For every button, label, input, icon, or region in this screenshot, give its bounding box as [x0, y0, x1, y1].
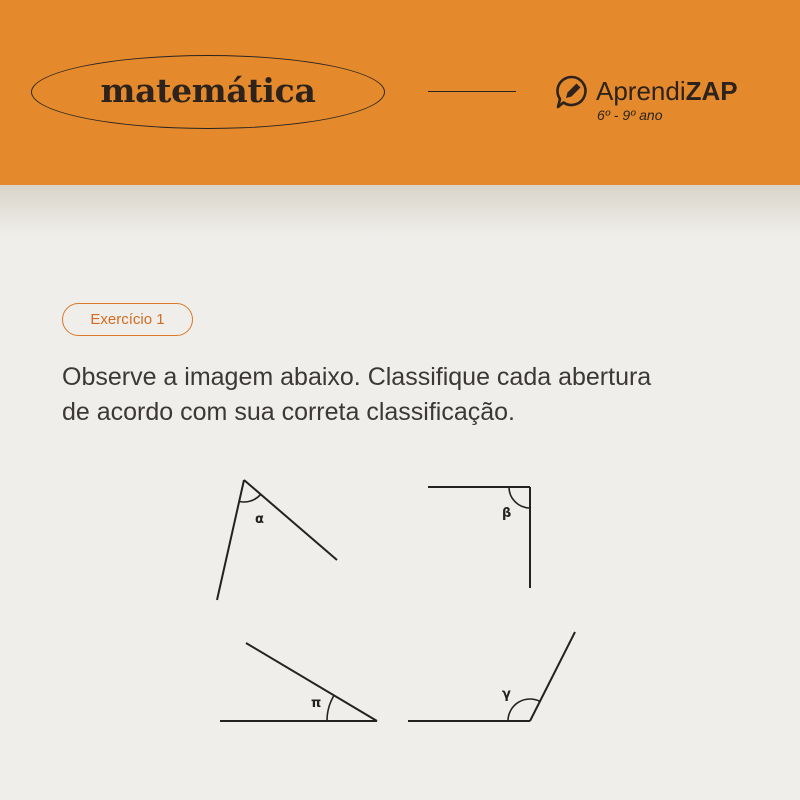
label-gamma: γ: [502, 687, 511, 702]
label-pi: π: [311, 696, 322, 711]
grade-level: 6º - 9º ano: [597, 107, 663, 123]
label-beta: β: [502, 506, 512, 521]
question-text: [62, 360, 762, 430]
subject-title: matemática: [100, 71, 316, 110]
label-alpha: α: [255, 512, 264, 527]
angle-alpha: [217, 480, 337, 600]
question-line-1: Observe a imagem abaixo. Classifique cada abertura: [62, 363, 652, 391]
angle-beta: [428, 487, 530, 588]
brand-name-bold: ZAP: [685, 76, 738, 106]
header-shadow: [0, 185, 800, 235]
brand-name: Aprendi: [596, 76, 686, 106]
header-divider: [428, 91, 516, 92]
brand-logo: [596, 76, 738, 106]
question-line-2: de acordo com sua correta classificação.: [62, 398, 515, 426]
angles-figure: [0, 460, 800, 750]
angle-pi: [220, 643, 377, 721]
chat-pencil-icon: [554, 74, 590, 110]
angle-gamma: [408, 632, 575, 721]
exercise-badge: Exercício 1: [62, 303, 193, 336]
